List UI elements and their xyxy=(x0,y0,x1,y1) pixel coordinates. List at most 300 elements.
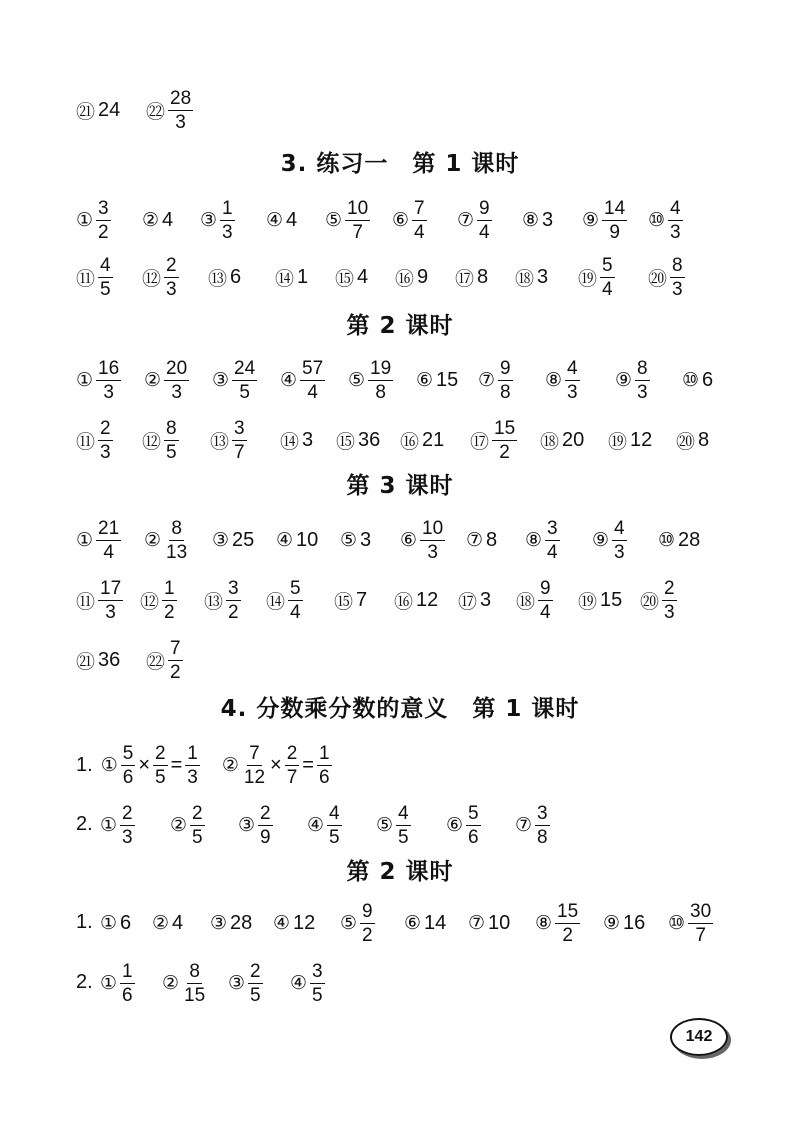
denominator: 2 xyxy=(164,601,175,623)
fraction xyxy=(466,804,481,847)
denominator: 9 xyxy=(609,221,620,243)
fraction: $\frac{1}{3}$ xyxy=(187,742,198,788)
fraction xyxy=(602,199,627,242)
denominator: 3 xyxy=(670,221,681,243)
fraction: $\frac{5}{6}$ xyxy=(122,742,134,788)
fraction: $\frac{2}{7}$ xyxy=(286,742,298,788)
item-index: ㉑ xyxy=(76,650,96,673)
numerator: 3 xyxy=(234,417,245,439)
numerator: 2 xyxy=(250,960,261,982)
fraction xyxy=(164,519,189,562)
answer-value: 3 xyxy=(537,265,549,288)
numerator: 3 xyxy=(312,960,323,982)
item-index: ⑯ xyxy=(400,430,420,453)
numerator: 8 xyxy=(189,960,200,982)
answer-item xyxy=(466,510,497,570)
numerator: 3 xyxy=(547,517,558,539)
numerator: 2 xyxy=(192,802,203,824)
denominator: 2 xyxy=(499,441,510,463)
answer-item xyxy=(578,570,622,630)
item-index: ⑧ xyxy=(522,209,540,231)
item-index: ⑨ xyxy=(582,209,600,231)
answer-item xyxy=(515,795,550,855)
item-index: ⑥ xyxy=(404,912,422,934)
answer-item xyxy=(100,893,131,953)
item-index: ⑤ xyxy=(340,912,358,934)
denominator: 5 xyxy=(100,278,111,300)
fraction xyxy=(190,804,205,847)
row-prefix: 2. xyxy=(76,813,93,835)
numerator: 9 xyxy=(479,197,490,219)
answer-item xyxy=(144,350,189,410)
denominator: 7 xyxy=(234,441,245,463)
denominator: 5 xyxy=(166,441,177,463)
fraction xyxy=(300,359,325,402)
answer-item xyxy=(162,953,207,1013)
fraction xyxy=(345,199,370,242)
item-index: ③ xyxy=(212,529,230,551)
answer-item xyxy=(100,795,135,855)
denominator: 3 xyxy=(637,381,648,403)
denominator: 13 xyxy=(166,541,188,563)
numerator: 9 xyxy=(500,357,511,379)
answer-item xyxy=(144,510,189,570)
answer-item xyxy=(545,350,580,410)
fraction xyxy=(232,359,257,402)
answer-item xyxy=(152,893,183,953)
denominator: 2 xyxy=(98,221,109,243)
numerator: 5 xyxy=(290,577,301,599)
equals-sign: = xyxy=(170,753,183,776)
numerator: 9 xyxy=(362,900,373,922)
answer-item xyxy=(446,795,481,855)
item-index: ⑲ xyxy=(608,430,628,453)
item-index: ⑦ xyxy=(515,814,533,836)
numerator: 5 xyxy=(602,254,613,276)
answer-value: 24 xyxy=(98,98,121,121)
item-index: ⑥ xyxy=(416,369,434,391)
fraction xyxy=(98,256,113,299)
item-index: ⑬ xyxy=(204,590,224,613)
fraction xyxy=(96,199,111,242)
denominator: 4 xyxy=(479,221,490,243)
item-index: ㉒ xyxy=(146,650,166,673)
answer-item xyxy=(455,247,488,307)
answer-item xyxy=(266,570,303,630)
item-index: ⑯ xyxy=(394,590,414,613)
numerator: 10 xyxy=(347,197,369,219)
row-prefix: 2. xyxy=(76,971,93,993)
answer-item xyxy=(400,510,445,570)
numerator: 1 xyxy=(164,577,175,599)
item-index: ⑮ xyxy=(334,590,354,613)
fraction xyxy=(545,519,560,562)
fraction xyxy=(498,359,513,402)
fraction xyxy=(538,579,553,622)
denominator: 4 xyxy=(290,601,301,623)
equation-2 xyxy=(222,744,332,787)
answer-item xyxy=(392,190,427,250)
fraction xyxy=(168,89,193,132)
numerator: 4 xyxy=(100,254,111,276)
item-index: ④ xyxy=(276,529,294,551)
item-index: ⑦ xyxy=(466,529,484,551)
denominator: 4 xyxy=(103,541,114,563)
numerator: 30 xyxy=(690,900,712,922)
numerator: 14 xyxy=(604,197,626,219)
answer-item xyxy=(307,795,342,855)
answer-item xyxy=(395,247,428,307)
answer-item xyxy=(516,570,553,630)
answer-value: 6 xyxy=(230,265,242,288)
fraction xyxy=(492,419,517,462)
answer-item xyxy=(658,510,700,570)
numerator: 2 xyxy=(122,802,133,824)
denominator: 3 xyxy=(567,381,578,403)
item-index: ③ xyxy=(200,209,218,231)
denominator: 3 xyxy=(175,111,186,133)
denominator: 3 xyxy=(105,601,116,623)
answer-item xyxy=(668,893,713,953)
answer-item xyxy=(76,570,123,630)
numerator: 3 xyxy=(228,577,239,599)
numerator: 57 xyxy=(302,357,324,379)
denominator: 5 xyxy=(192,826,203,848)
answer-item xyxy=(266,190,297,250)
answer-value: 6 xyxy=(702,368,714,391)
answer-item xyxy=(608,410,652,470)
item-index: ⑨ xyxy=(603,912,621,934)
item-index: ④ xyxy=(290,972,308,994)
answer-item xyxy=(458,570,491,630)
item-index: ② xyxy=(152,912,170,934)
numerator: 5 xyxy=(468,802,479,824)
numerator: 10 xyxy=(422,517,444,539)
answer-value: 1 xyxy=(297,265,309,288)
answer-item xyxy=(76,510,121,570)
times-sign: × xyxy=(270,753,282,776)
item-index: ② xyxy=(170,814,188,836)
item-index: ⑮ xyxy=(336,430,356,453)
answer-item xyxy=(416,350,458,410)
item-index: ⑰ xyxy=(470,430,490,453)
answer-item xyxy=(76,410,113,470)
answer-value: 14 xyxy=(424,911,447,934)
answer-item xyxy=(394,570,438,630)
item-index: ⑩ xyxy=(658,529,676,551)
answer-item xyxy=(400,410,444,470)
answer-item xyxy=(325,190,370,250)
fraction xyxy=(535,804,550,847)
fraction xyxy=(248,962,263,1005)
answer-value: 16 xyxy=(623,911,646,934)
denominator: 6 xyxy=(468,826,479,848)
item-index: ⑧ xyxy=(535,912,553,934)
numerator: 7 xyxy=(414,197,425,219)
fraction xyxy=(310,962,325,1005)
denominator: 4 xyxy=(414,221,425,243)
fraction xyxy=(600,256,615,299)
numerator: 8 xyxy=(637,357,648,379)
lesson-heading-2b: 第 2 课时 xyxy=(346,859,454,885)
answer-value: 8 xyxy=(698,428,710,451)
answer-item xyxy=(340,510,371,570)
item-index: ⑥ xyxy=(446,814,464,836)
answer-value: 8 xyxy=(486,528,498,551)
item-index: ② xyxy=(142,209,160,231)
answer-item xyxy=(340,893,375,953)
answer-item xyxy=(470,410,517,470)
denominator: 5 xyxy=(329,826,340,848)
item-index: ⑬ xyxy=(208,267,228,290)
fraction xyxy=(258,804,273,847)
item-index: ④ xyxy=(280,369,298,391)
item-index: ⑩ xyxy=(668,912,686,934)
answer-item xyxy=(522,190,553,250)
numerator: 21 xyxy=(98,517,120,539)
answer-value: 15 xyxy=(600,588,623,611)
fraction xyxy=(96,359,121,402)
fraction xyxy=(396,804,411,847)
denominator: 4 xyxy=(547,541,558,563)
item-index: ⑫ xyxy=(142,430,162,453)
answer-item xyxy=(615,350,650,410)
denominator: 2 xyxy=(170,661,181,683)
item-index: ① xyxy=(100,972,118,994)
answer-value: 3 xyxy=(360,528,372,551)
numerator: 15 xyxy=(494,417,516,439)
answer-item xyxy=(335,247,368,307)
answer-item xyxy=(228,953,263,1013)
answer-item xyxy=(280,410,313,470)
answer-value: 4 xyxy=(286,208,298,231)
answer-value: 28 xyxy=(230,911,253,934)
item-index: ⑤ xyxy=(348,369,366,391)
fraction xyxy=(182,962,207,1005)
answer-item xyxy=(290,953,325,1013)
answer-value: 4 xyxy=(172,911,184,934)
denominator: 15 xyxy=(184,984,206,1006)
fraction: $\frac{7}{12}$ xyxy=(243,742,266,788)
numerator: 9 xyxy=(540,577,551,599)
fraction xyxy=(688,902,713,945)
answer-item xyxy=(146,630,183,690)
numerator: 15 xyxy=(557,900,579,922)
answer-item xyxy=(204,570,241,630)
section-heading-4: 4. 分数乘分数的意义 第 1 课时 xyxy=(220,696,580,722)
denominator: 3 xyxy=(664,601,675,623)
answer-item xyxy=(348,350,393,410)
answer-value: 8 xyxy=(477,265,489,288)
answer-value: 7 xyxy=(356,588,368,611)
denominator: 3 xyxy=(614,541,625,563)
item-index: ① xyxy=(76,209,94,231)
numerator: 24 xyxy=(234,357,256,379)
answer-item xyxy=(535,893,580,953)
item-index: ⑨ xyxy=(592,529,610,551)
item-index: ⑨ xyxy=(615,369,633,391)
item-index: ④ xyxy=(307,814,325,836)
denominator: 4 xyxy=(540,601,551,623)
answer-value: 4 xyxy=(357,265,369,288)
item-index: ⑦ xyxy=(468,912,486,934)
numerator: 17 xyxy=(100,577,122,599)
numerator: 2 xyxy=(166,254,177,276)
item-index: ⑳ xyxy=(640,590,660,613)
answer-item xyxy=(212,350,257,410)
item-index: ② xyxy=(221,754,239,776)
fraction xyxy=(226,579,241,622)
answer-value: 9 xyxy=(417,265,429,288)
denominator: 3 xyxy=(100,441,111,463)
denominator: 3 xyxy=(166,278,177,300)
denominator: 4 xyxy=(602,278,613,300)
fraction xyxy=(662,579,677,622)
numerator: 4 xyxy=(329,802,340,824)
denominator: 3 xyxy=(103,381,114,403)
answer-item xyxy=(212,510,254,570)
answer-item xyxy=(648,247,685,307)
answer-value: 12 xyxy=(630,428,653,451)
answer-item xyxy=(334,570,367,630)
numerator: 4 xyxy=(614,517,625,539)
item-index: ③ xyxy=(212,369,230,391)
numerator: 2 xyxy=(100,417,111,439)
item-index: ③ xyxy=(210,912,228,934)
item-index: ⑧ xyxy=(545,369,563,391)
answer-item xyxy=(468,893,510,953)
answer-item xyxy=(200,190,235,250)
fraction xyxy=(612,519,627,562)
answer-item xyxy=(142,410,179,470)
answer-item xyxy=(648,190,683,250)
equation-1 xyxy=(101,744,200,787)
answer-item xyxy=(275,247,308,307)
item-index: ⑱ xyxy=(515,267,535,290)
item-index: ㉑ xyxy=(76,100,96,123)
denominator: 5 xyxy=(398,826,409,848)
denominator: 6 xyxy=(122,984,133,1006)
fraction xyxy=(220,199,235,242)
answer-value: 3 xyxy=(302,428,314,451)
numerator: 3 xyxy=(537,802,548,824)
fraction xyxy=(635,359,650,402)
denominator: 7 xyxy=(352,221,363,243)
answer-item xyxy=(76,630,120,690)
denominator: 7 xyxy=(695,924,706,946)
fraction xyxy=(120,962,135,1005)
item-index: ⑫ xyxy=(142,267,162,290)
item-index: ① xyxy=(100,814,118,836)
numerator: 1 xyxy=(222,197,233,219)
denominator: 8 xyxy=(537,826,548,848)
answer-item xyxy=(525,510,560,570)
answer-item xyxy=(540,410,584,470)
answer-item xyxy=(76,247,113,307)
answer-item xyxy=(682,350,713,410)
item-index: ⑫ xyxy=(140,590,160,613)
fraction xyxy=(98,579,123,622)
numerator: 16 xyxy=(98,357,120,379)
answer-value: 6 xyxy=(120,911,132,934)
item-index: ④ xyxy=(266,209,284,231)
item-index: ③ xyxy=(228,972,246,994)
denominator: 4 xyxy=(307,381,318,403)
item-index: ⑱ xyxy=(540,430,560,453)
answer-item xyxy=(478,350,513,410)
denominator: 2 xyxy=(228,601,239,623)
answer-item xyxy=(276,510,318,570)
item-index: ③ xyxy=(238,814,256,836)
fraction xyxy=(164,256,179,299)
answer-item xyxy=(170,795,205,855)
answer-item xyxy=(280,350,325,410)
numerator: 19 xyxy=(370,357,392,379)
answer-value: 4 xyxy=(162,208,174,231)
item-index: ② xyxy=(144,529,162,551)
item-index: ② xyxy=(162,972,180,994)
numerator: 4 xyxy=(670,197,681,219)
item-index: ⑳ xyxy=(676,430,696,453)
item-index: ⑤ xyxy=(325,209,343,231)
item-index: ② xyxy=(144,369,162,391)
equation-row xyxy=(76,735,332,795)
item-index: ⑥ xyxy=(400,529,418,551)
item-index: ⑩ xyxy=(648,209,666,231)
item-index: ⑧ xyxy=(525,529,543,551)
answer-item xyxy=(76,350,121,410)
answer-value: 15 xyxy=(436,368,459,391)
item-index: ⑮ xyxy=(335,267,355,290)
fraction xyxy=(565,359,580,402)
denominator: 8 xyxy=(375,381,386,403)
numerator: 8 xyxy=(672,254,683,276)
item-index: ⑭ xyxy=(280,430,300,453)
answer-item xyxy=(210,410,247,470)
item-index: ⑪ xyxy=(76,590,96,613)
page-number: 142 xyxy=(670,1018,728,1056)
fraction xyxy=(412,199,427,242)
fraction: $\frac{2}{5}$ xyxy=(155,742,166,788)
fraction xyxy=(168,639,183,682)
numerator: 3 xyxy=(98,197,109,219)
answer-item xyxy=(582,190,627,250)
fraction xyxy=(98,419,113,462)
item-index: ⑲ xyxy=(578,267,598,290)
item-index: ⑤ xyxy=(340,529,358,551)
denominator: 2 xyxy=(362,924,373,946)
item-index: ⑭ xyxy=(275,267,295,290)
denominator: 9 xyxy=(260,826,271,848)
denominator: 3 xyxy=(672,278,683,300)
equals-sign: = xyxy=(302,753,314,776)
item-index: ⑩ xyxy=(682,369,700,391)
numerator: 4 xyxy=(398,802,409,824)
answer-item xyxy=(210,893,252,953)
fraction xyxy=(360,902,375,945)
denominator: 5 xyxy=(312,984,323,1006)
item-index: ⑪ xyxy=(76,267,96,290)
fraction xyxy=(120,804,135,847)
item-index: ⑥ xyxy=(392,209,410,231)
denominator: 3 xyxy=(427,541,438,563)
item-index: ④ xyxy=(273,912,291,934)
answer-item xyxy=(76,190,111,250)
item-index: ⑪ xyxy=(76,430,96,453)
fraction: $\frac{1}{6}$ xyxy=(318,742,330,788)
numerator: 2 xyxy=(260,802,271,824)
answer-value: 3 xyxy=(542,208,554,231)
